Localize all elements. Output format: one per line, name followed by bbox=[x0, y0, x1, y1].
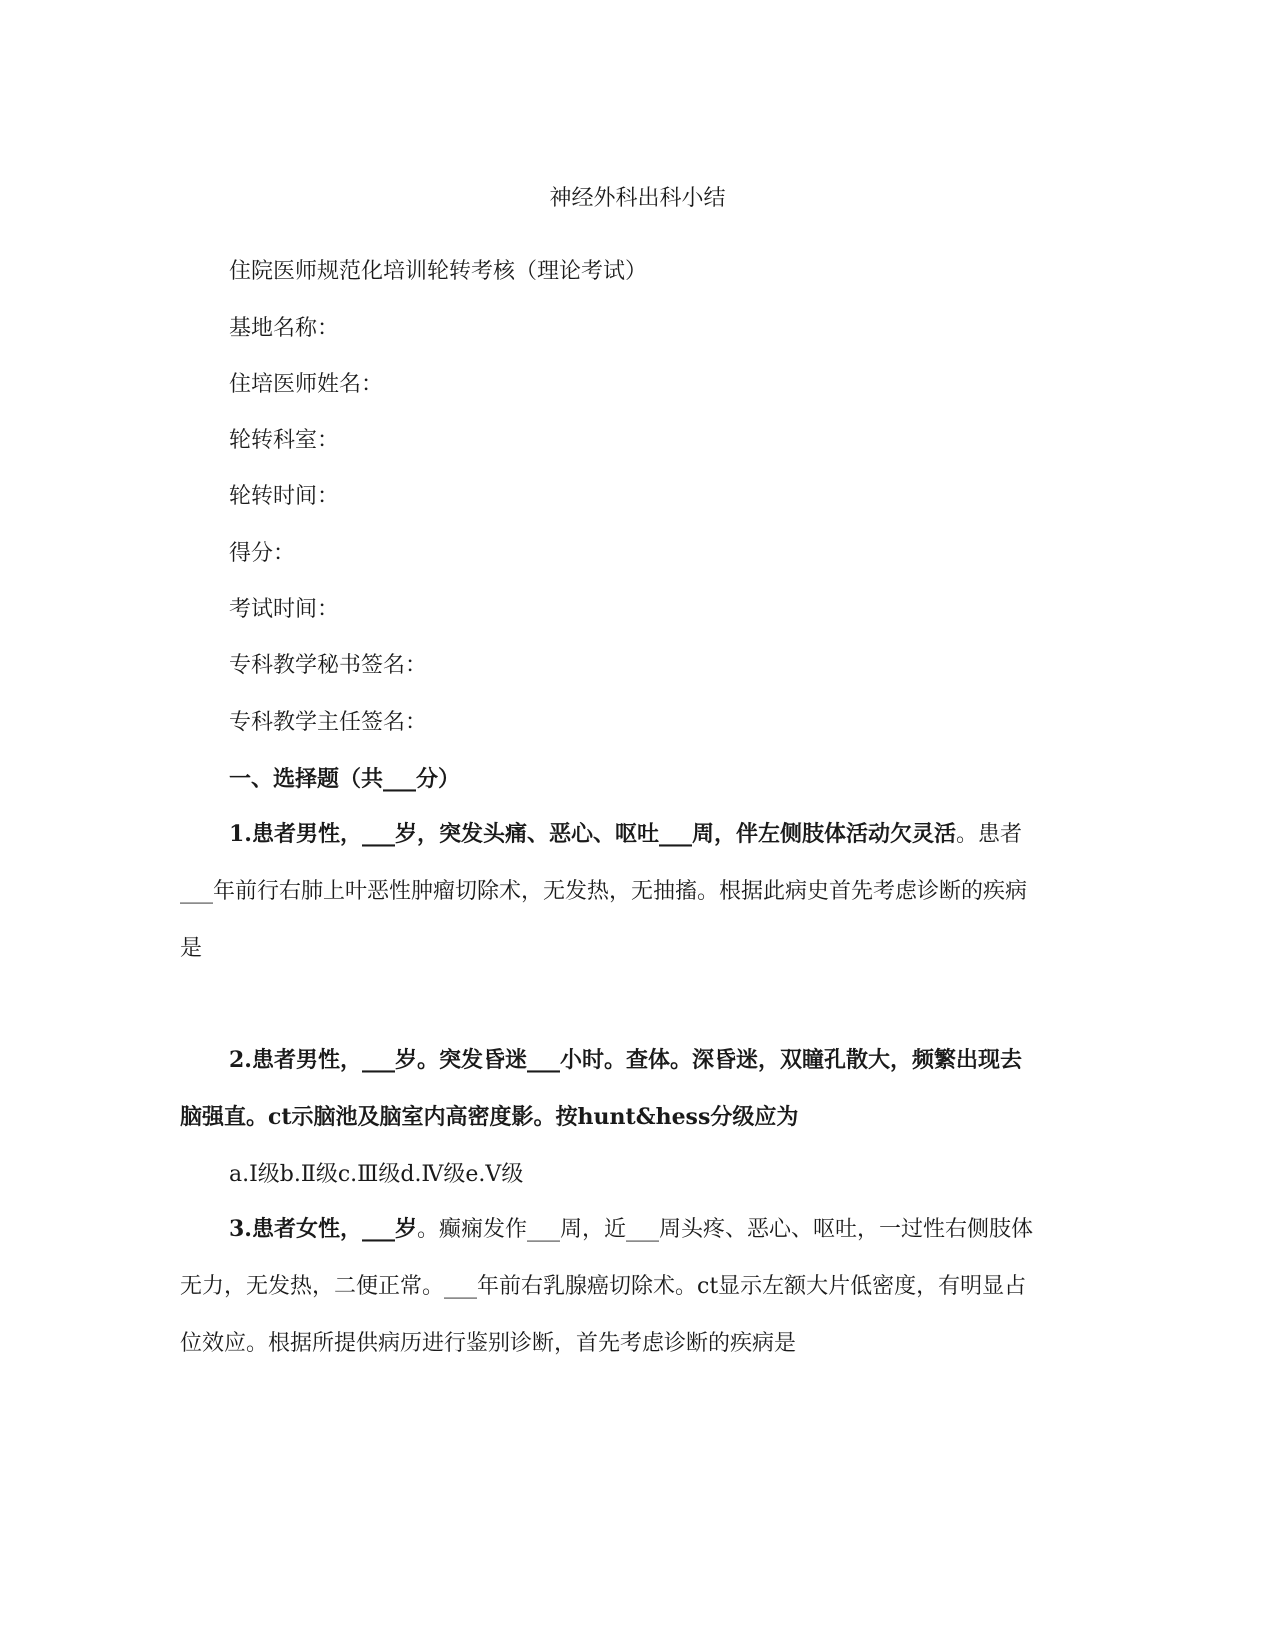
field-rotation-department: 轮转科室： bbox=[229, 428, 340, 453]
field-score: 得分： bbox=[229, 541, 296, 566]
field-trainee-name: 住培医师姓名： bbox=[229, 372, 384, 397]
question-3-stem: 3.患者女性，___岁 bbox=[229, 1216, 417, 1242]
exam-subtitle: 住院医师规范化培训轮转考核（理论考试） bbox=[229, 259, 648, 284]
question-1-text: 。患者___年前行右肺上叶恶性肿瘤切除术，无发热，无抽搐。根据此病史首先考虑诊断的疾病是 bbox=[180, 822, 1028, 961]
field-base-name: 基地名称： bbox=[229, 316, 340, 341]
question-3 bbox=[180, 1201, 1042, 1372]
field-secretary-signature: 专科教学秘书签名： bbox=[229, 653, 428, 678]
question-2-options: a.Ⅰ级b.Ⅱ级c.Ⅲ级d.Ⅳ级e.Ⅴ级 bbox=[229, 1162, 524, 1187]
question-1 bbox=[180, 806, 1042, 977]
document-title: 神经外科出科小结 bbox=[549, 186, 726, 211]
question-2 bbox=[180, 1032, 1042, 1146]
question-3-text: 。癫痫发作___周，近___周头疼、恶心、呕吐，一过性右侧肢体无力，无发热，二便正常。___年前右乳腺癌切除术。ct显示左额大片低密度，有明显占位效应。根据所提供病历进行鉴别诊断，首先考虑诊断的疾病是 bbox=[180, 1217, 1033, 1356]
field-exam-time: 考试时间： bbox=[229, 597, 340, 622]
section-heading: 一、选择题（共___分） bbox=[229, 766, 461, 792]
question-1-stem: 1.患者男性，___岁，突发头痛、恶心、呕吐___周，伴左侧肢体活动欠灵活 bbox=[229, 821, 956, 847]
field-director-signature: 专科教学主任签名： bbox=[229, 710, 428, 735]
question-2-stem: 2.患者男性，___岁。突发昏迷___小时。查体。深昏迷，双瞳孔散大，频繁出现去脑强直。ct示脑池及脑室内高密度影。按hunt&hess分级应为 bbox=[180, 1047, 1022, 1130]
field-rotation-time: 轮转时间： bbox=[229, 484, 340, 509]
